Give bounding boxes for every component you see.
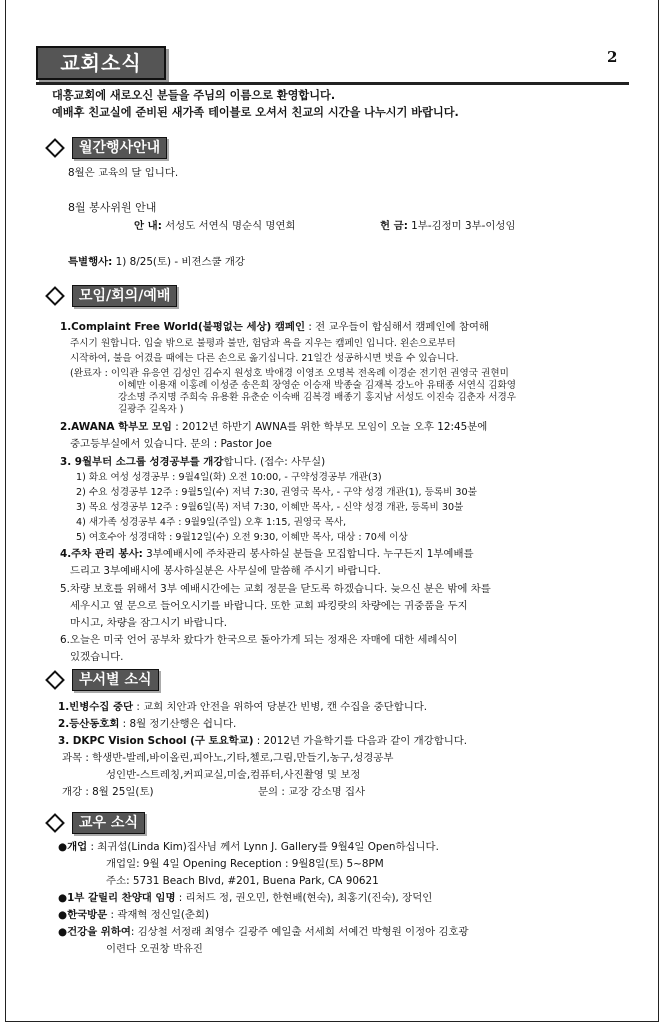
item1-line2: 주시기 원합니다. 입술 밖으로 불평과 불만, 험담과 욕을 지우는 캠페인 입니다. 왼손으로부터 <box>70 338 456 349</box>
item4-title: 4.주차 관리 봉사: <box>60 548 143 560</box>
dept1-title: 1.빈병수집 중단 <box>58 701 134 713</box>
opening-date: 개강 : 8월 25일(토) <box>62 786 154 798</box>
section-member-news <box>44 812 145 834</box>
title-divider <box>36 82 629 85</box>
item2-line1: : 2012년 하반기 AWNA를 위한 학부모 모임이 오늘 오후 12:45분에 <box>171 421 488 433</box>
item1-line4: (완료자 : 이익관 유응연 김성인 김수지 원성호 박애경 이영조 오명복 전옥례 이경순 전기헌 권영국 권현미 <box>70 368 509 379</box>
member4-line2: 이련다 오권창 박유진 <box>106 943 203 955</box>
volunteer-offering <box>380 219 516 233</box>
diamond-bullet-icon <box>45 813 65 833</box>
item1-line1: : 전 교우들이 합심해서 캠페인에 참여해 <box>305 321 489 333</box>
section-department-news <box>44 669 159 691</box>
item5-line1: 5.차량 보호를 위해서 3부 예배시간에는 교회 정문을 닫도록 하겠습니다. 늦으신 분은 밖에 차를 <box>60 583 491 595</box>
member-item-1 <box>58 840 439 854</box>
volunteer-guide <box>134 219 296 233</box>
study-4: 4) 새가족 성경공부 4주 : 9월9일(주일) 오후 1:15, 권영국 목사, <box>76 517 347 528</box>
meeting-item-1 <box>60 320 489 334</box>
member2-title: ●1부 갈릴리 찬양대 임명 <box>58 892 176 904</box>
study-5: 5) 여호수아 성경대학 : 9월12일(수) 오전 9:30, 이혜만 목사, 대상 : 70세 이상 <box>76 532 408 543</box>
guide-label: 안 내: <box>134 220 162 232</box>
member1-line3: 주소: 5731 Beach Blvd, #201, Buena Park, CA 90621 <box>106 875 379 887</box>
item5-line2: 세우시고 옆 문으로 들어오시기를 바랍니다. 또한 교회 파킹랏의 차량에는 귀중품을 두지 <box>70 600 468 612</box>
diamond-bullet-icon <box>45 286 65 306</box>
special-event <box>68 255 245 269</box>
welcome-message <box>52 87 622 121</box>
meeting-item-4 <box>60 547 474 561</box>
course-line-2: 성인반-스트레칭,커피교실,미술,컴퓨터,사진촬영 및 보정 <box>106 769 361 781</box>
page-title: 교회소식 <box>36 46 166 80</box>
volunteer-title: 8월 봉사위원 안내 <box>68 201 157 214</box>
welcome-line-2: 예배후 친교실에 준비된 새가족 테이블로 오셔서 친교의 시간을 나누시기 바랍니다. <box>52 106 459 119</box>
page-number: 2 <box>607 48 618 66</box>
course-line-1: 과목 : 학생반-발레,바이올린,피아노,기타,첼로,그림,만들기,농구,성경공부 <box>62 752 394 764</box>
offering-label: 헌 금: <box>380 220 408 232</box>
dept2-text: : 8월 정기산행은 쉽니다. <box>119 718 237 730</box>
school-contact: 문의 : 교장 강소명 집사 <box>258 786 366 798</box>
section-heading: 교우 소식 <box>72 812 145 834</box>
dept3-text: : 2012년 가을학기를 다음과 같이 개강합니다. <box>253 735 468 747</box>
meeting-item-3 <box>60 455 325 469</box>
study-2: 2) 수요 성경공부 12주 : 9월5일(수) 저녁 7:30, 권영국 목사, - 구약 성경 개관(1), 등록비 30불 <box>76 487 477 498</box>
item3-title: 3. 9월부터 소그룹 성경공부를 개강 <box>60 456 224 468</box>
item1-line7: 길광주 길옥자 ) <box>118 404 184 415</box>
diamond-bullet-icon <box>45 670 65 690</box>
dept-item-3 <box>58 734 467 748</box>
item6-line1: 6.오늘은 미국 언어 공부차 왔다가 한국으로 돌아가게 되는 정재은 자매에 대한 세례식이 <box>60 634 458 646</box>
dept1-text: : 교회 치안과 안전을 위하여 당분간 빈병, 캔 수집을 중단합니다. <box>133 701 428 713</box>
member-item-3 <box>58 908 209 922</box>
item6-line2: 있겠습니다. <box>70 651 124 663</box>
section-monthly-events <box>44 137 167 159</box>
guide-names: 서성도 서연식 명순식 명연희 <box>165 220 296 232</box>
item1-line3: 시작하여, 불을 어겼을 때에는 다른 손으로 옮기십니다. 21일간 성공하시면 벗을 수 있습니다. <box>70 353 459 364</box>
item1-line6: 강소명 주지명 주희숙 유용환 유춘순 이숙배 김복경 배종기 홍지남 서성도 이진숙 김춘자 서경우 <box>118 392 517 403</box>
monthly-theme: 8월은 교육의 달 입니다. <box>68 167 179 179</box>
welcome-line-1: 대흥교회에 새로오신 분들을 주님의 이름으로 환영합니다. <box>52 89 336 102</box>
member4-text: : 김상철 서정래 최영수 길광주 예일출 서세희 서예건 박형원 이정아 김호광 <box>130 926 469 938</box>
dept2-title: 2.등산동호회 <box>58 718 120 730</box>
member3-text: : 곽재혁 정신일(춘희) <box>107 909 210 921</box>
diamond-bullet-icon <box>45 138 65 158</box>
meeting-item-2 <box>60 420 487 434</box>
dept-item-1 <box>58 700 427 714</box>
offering-names: 1부-김정미 3부-이성임 <box>411 220 516 232</box>
member1-text: : 최귀섭(Linda Kim)집사님 께서 Lynn J. Gallery를 9월4일 Open하십니다. <box>87 841 439 853</box>
item5-line3: 마시고, 차량을 잠그시기 바랍니다. <box>70 617 228 629</box>
item1-line5: 이혜만 이용재 이홍례 이성준 송은희 장영순 이승재 박종술 김재복 강노아 유태종 서연식 김화영 <box>118 380 517 391</box>
member-item-2 <box>58 891 432 905</box>
member2-text: : 리처드 정, 권오민, 한현배(현숙), 최홍기(진숙), 장덕인 <box>175 892 433 904</box>
section-meetings <box>44 285 177 307</box>
dept-item-2 <box>58 717 236 731</box>
section-heading: 모임/회의/예배 <box>72 285 177 307</box>
special-text: 1) 8/25(토) - 비젼스쿨 개강 <box>115 256 245 268</box>
section-heading: 월간행사안내 <box>72 137 167 159</box>
item2-title: 2.AWANA 학부모 모임 <box>60 421 172 433</box>
item4-line2: 드리고 3부예배시에 봉사하실분은 사무실에 말씀해 주시기 바랍니다. <box>70 565 381 577</box>
item3-tail: 합니다. (접수: 사무실) <box>223 456 326 468</box>
member-item-4 <box>58 925 469 939</box>
study-3: 3) 목요 성경공부 12주 : 9월6일(목) 저녁 7:30, 이혜만 목사, - 신약 성경 개관, 등록비 30불 <box>76 502 464 513</box>
member1-title: ●개업 <box>58 841 88 853</box>
dept3-title: 3. DKPC Vision School (구 토요학교) <box>58 735 254 747</box>
item1-title: 1.Complaint Free World(불평없는 세상) 캠페인 <box>60 321 306 333</box>
item2-line2: 중고등부실에서 있습니다. 문의 : Pastor Joe <box>70 438 272 450</box>
item4-line1: 3부예배시에 주차관리 봉사하실 분들을 모집합니다. 누구든지 1부예배를 <box>142 548 474 560</box>
member3-title: ●한국방문 <box>58 909 108 921</box>
special-label: 특별행사: <box>68 256 113 268</box>
study-1: 1) 화요 여성 성경공부 : 9월4일(화) 오전 10:00, - 구약성경공부 개관(3) <box>76 472 382 483</box>
member4-title: ●건강을 위하여 <box>58 926 131 938</box>
member1-line2: 개업일: 9월 4일 Opening Reception : 9월8일(토) 5~8PM <box>106 858 384 870</box>
section-heading: 부서별 소식 <box>72 669 159 691</box>
